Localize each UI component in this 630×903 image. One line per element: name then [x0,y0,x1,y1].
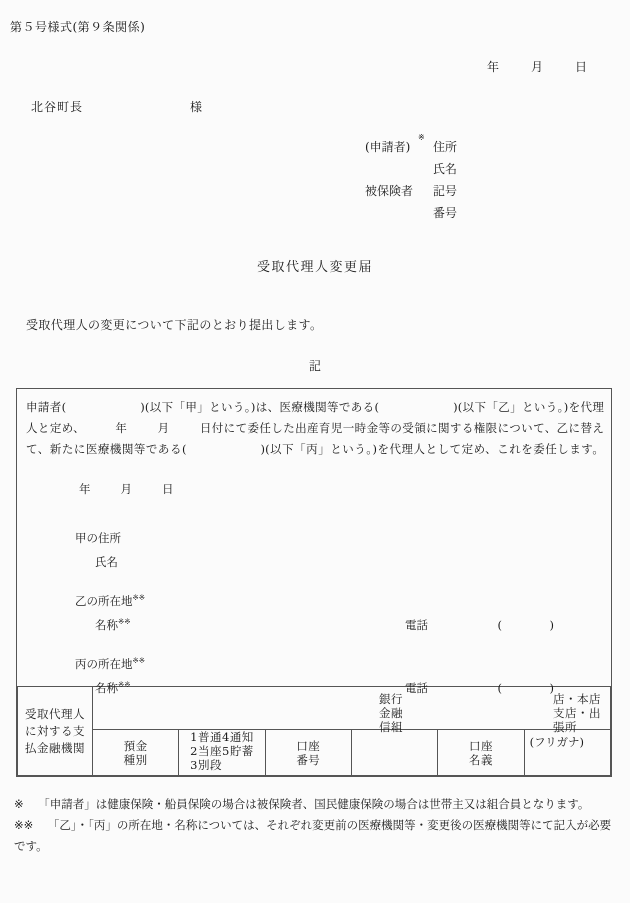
deposit-option-num-1[interactable]: 1 [190,730,198,744]
intro-text: 受取代理人の変更について下記のとおり提出します。 [26,318,323,332]
footnote-1 [14,794,622,815]
account-number-header-cell [265,730,351,776]
bank-table-row-top [18,687,611,730]
applicant-name-label: 氏名 [433,162,458,176]
bank-name-hints [93,687,610,732]
footnote-2-mark: ※※ [14,818,34,832]
deposit-kind-header-cell [93,730,179,776]
hei-tel-label: 電話 [405,681,428,695]
page-title: 受取代理人変更届 [256,260,373,275]
clause-part-b: )(以下「甲」という。)は、医療機関等である( [140,400,380,414]
clause-part-e: )(以下「丙」という。)を代理人として定め、これを委任します。 [260,442,604,456]
applicant-address-row [365,136,457,158]
account-number-label [266,739,351,767]
date-day-label: 日 [575,60,588,74]
applicant-asterisk-icon: ※ [418,133,425,142]
bank-type-line-2: 金融 [379,706,403,720]
footnote-2-text: 「乙」・「丙」の所在地・名称については、それぞれ変更前の医療機関等・変更後の医療機関等にて記入が必要です。 [14,818,612,853]
clause-part-c: )(以下「乙」という。)を代理人と定め、 [26,400,604,435]
deposit-option-label-2[interactable]: 当座 [197,744,222,758]
deposit-option-num-3[interactable]: 3 [190,758,198,772]
account-number-line-2: 番号 [296,752,321,767]
deposit-option-spacer-b [230,758,254,772]
clause-part-d: 日付にて委任した出産育児一時金等の受領に関する権限について、乙に替えて、新たに医療機関等である( [26,421,604,456]
inner-date-month-label: 月 [120,482,132,496]
otsu-address-label [75,593,145,609]
inner-date-year-label: 年 [79,482,91,496]
institution-line-2: に対する支 [25,723,85,738]
otsu-tel-label: 電話 [405,618,428,632]
applicant-block [365,136,457,224]
insured-number-row [365,202,457,224]
main-content-box [16,388,612,777]
deposit-option-num-4[interactable]: 4 [221,730,230,744]
applicant-name-row [365,158,457,180]
hei-address-text: 丙の所在地 [75,657,133,671]
institution-line-3: 払金融機関 [25,740,85,755]
otsu-name-label [95,617,131,633]
addressee-honorific: 様 [190,100,203,114]
applicant-label: (申請者) [365,140,411,154]
deposit-option-label-3[interactable]: 別段 [197,758,222,772]
footnotes [14,794,622,857]
otsu-telephone-field [405,617,554,633]
hei-tel-paren-close: ) [549,681,554,695]
ko-name-label: 氏名 [95,555,118,569]
footnote-1-mark: ※ [14,797,24,811]
hei-address-label [75,656,145,672]
hei-address-asterisk-icon: ※※ [132,656,146,666]
delegation-clause-paragraph [26,397,604,460]
deposit-option-label-5[interactable]: 貯蓄 [229,744,254,758]
insured-number-spacer [365,202,433,224]
otsu-tel-paren-close: ) [549,618,554,632]
account-holder-header-cell [438,730,524,776]
branch-line-2: 支店・出張所 [553,706,601,734]
applicant-address-label: 住所 [433,140,458,154]
clause-year-label: 年 [115,421,128,435]
deposit-options-grid [190,730,254,772]
deposit-option-num-5[interactable]: 5 [221,744,230,758]
otsu-tel-paren-open: ( [497,618,502,632]
submission-date-line [487,58,587,75]
otsu-address-text: 乙の所在地 [75,594,133,608]
insured-number-label: 番号 [433,206,458,220]
form-number: 第５号様式(第９条関係) [10,20,146,34]
otsu-address-asterisk-icon: ※※ [132,593,146,603]
delegation-body-region [17,389,611,695]
bank-table-row-bottom [18,730,611,776]
bank-type-line-3: 信組 [379,720,403,734]
applicant-name-spacer [365,158,433,180]
branch-type-hint [553,692,610,734]
footnote-1-text: 「申請者」は健康保険・船員保険の場合は被保険者、国民健康保険の場合は世帯主又は組合員となります。 [38,797,590,811]
deposit-option-num-2[interactable]: 2 [190,744,198,758]
bank-type-hint [379,692,403,734]
date-month-label: 月 [531,60,544,74]
hei-tel-paren-open: ( [497,681,502,695]
date-year-label: 年 [487,60,500,74]
deposit-kind-line-2: 種別 [123,752,148,767]
otsu-name-asterisk-icon: ※※ [118,617,131,627]
ko-address-label: 甲の住所 [75,531,121,545]
institution-header-cell [18,687,93,776]
hei-name-asterisk-icon: ※※ [118,680,131,690]
deposit-option-row [190,730,254,744]
insured-symbol-row [365,180,457,202]
deposit-kind-line-1: 預金 [123,738,148,753]
insured-person-label: 被保険者 [365,184,414,198]
otsu-name-text: 名称 [95,618,118,632]
hei-name-text: 名称 [95,681,118,695]
branch-line-1: 店・本店 [553,692,601,706]
account-holder-entry-cell[interactable] [524,730,610,776]
deposit-option-label-4[interactable]: 通知 [229,730,254,744]
inner-date-day-label: 日 [162,482,174,496]
account-holder-line-2: 名義 [468,752,493,767]
bank-name-entry-cell[interactable] [93,687,611,734]
institution-line-1: 受取代理人 [25,706,85,721]
account-holder-line-1: 口座 [468,738,493,753]
account-holder-label [438,739,523,767]
insured-symbol-label: 記号 [433,184,458,198]
deposit-option-spacer-a [222,758,230,772]
account-number-entry-cell[interactable] [351,730,437,776]
clause-month-label: 月 [157,421,170,435]
deposit-kind-options-cell[interactable] [179,730,265,776]
deposit-option-row [190,758,254,772]
addressee-name: 北谷町長 [31,100,84,114]
payment-institution-table [17,686,611,776]
deposit-option-label-1[interactable]: 普通 [197,730,222,744]
footnote-2 [14,815,622,857]
furigana-label: (フリガナ) [529,735,585,749]
bank-type-line-1: 銀行 [379,692,403,706]
inner-date-line [79,481,174,497]
ki-marker: 記 [308,359,321,373]
deposit-kind-label [93,739,178,767]
clause-part-a: 申請者( [26,400,67,414]
deposit-option-row [190,744,254,758]
account-number-line-1: 口座 [296,738,321,753]
